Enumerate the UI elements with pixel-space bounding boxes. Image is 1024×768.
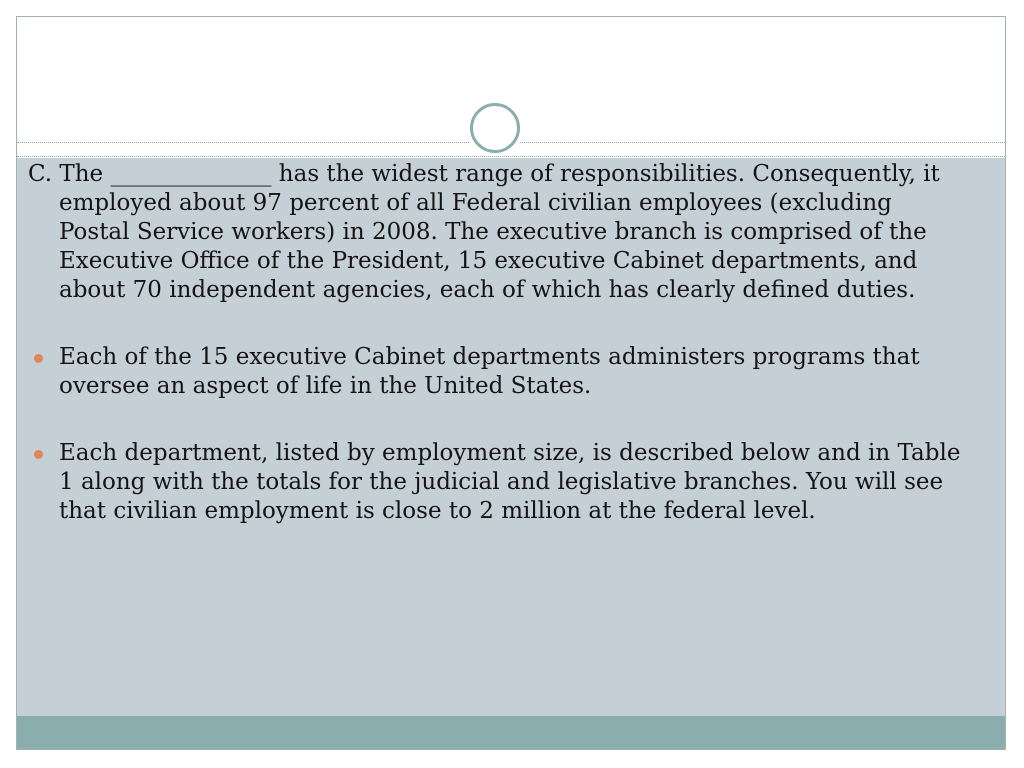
ornament-circle-icon — [470, 103, 520, 153]
footer-band — [17, 716, 1005, 750]
bullet-dot-icon — [34, 354, 43, 363]
divider-line-bottom — [17, 156, 1005, 157]
bullet-item — [28, 343, 963, 401]
slide-body — [28, 160, 963, 564]
bullet-dot-icon — [34, 450, 43, 459]
bullet-text: Each of the 15 executive Cabinet departments administers programs that oversee an aspect of life in the United States. — [59, 344, 920, 399]
bullet-item — [28, 439, 963, 526]
bullet-text: Each department, listed by employment size, is described below and in Table 1 along with the totals for the judicial and legislative branches. You will see that civilian employment is close to 2 million at the federal level. — [59, 440, 961, 524]
paragraph-c: C. The ______________ has the widest range of responsibilities. Consequently, it employed about 97 percent of all Federal civilian employees (excluding Postal Service workers) in 2008. The executive branch is comprised of the Executive Office of the President, 15 executive Cabinet departments, and about 70 independent agencies, each of which has clearly defined duties. — [28, 161, 940, 303]
